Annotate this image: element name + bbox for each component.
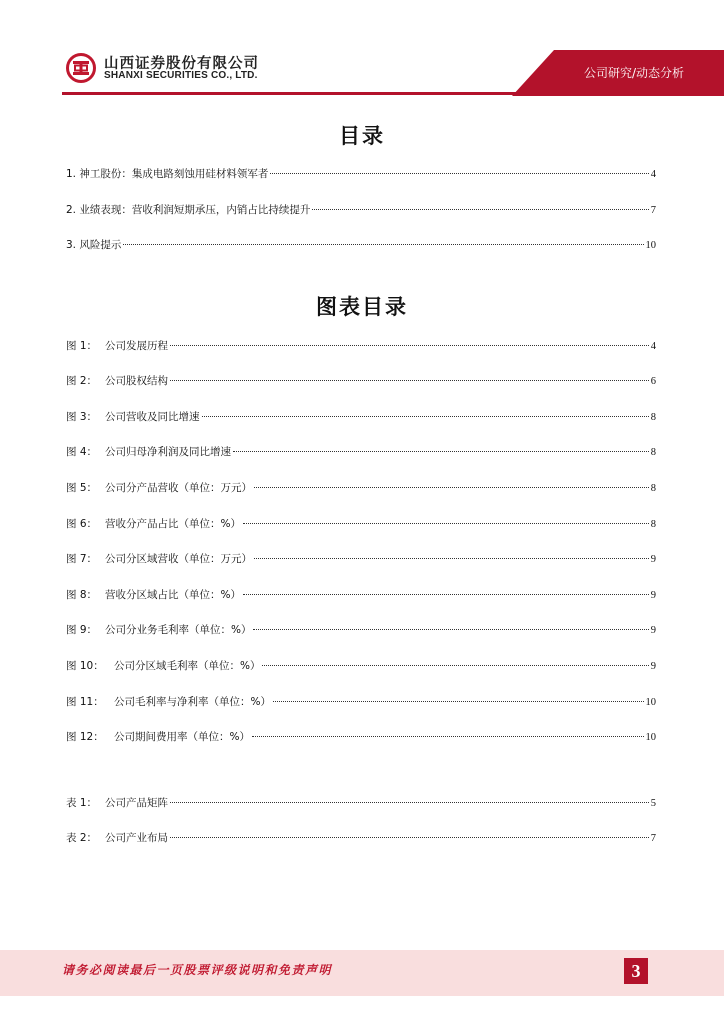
figure-label: 公司股权结构 xyxy=(105,375,168,387)
toc-item[interactable] xyxy=(66,166,656,182)
toc-item-label: 3. 风险提示 xyxy=(66,239,122,251)
dot-leader xyxy=(252,736,644,737)
figure-number: 图 6： xyxy=(66,518,98,530)
figure-label: 营收分区域占比（单位：%） xyxy=(105,589,241,601)
figure-number: 图 11： xyxy=(66,696,104,708)
figure-item[interactable] xyxy=(66,444,656,460)
figure-number: 图 9： xyxy=(66,624,98,636)
table-item[interactable] xyxy=(66,830,656,846)
figure-item[interactable] xyxy=(66,480,656,496)
dot-leader xyxy=(312,209,648,210)
figure-page: 8 xyxy=(650,412,656,423)
figure-page: 8 xyxy=(650,483,656,494)
figure-page: 9 xyxy=(650,590,656,601)
figure-item[interactable] xyxy=(66,551,656,567)
dot-leader xyxy=(123,244,643,245)
figure-page: 9 xyxy=(650,625,656,636)
toc-item-page: 10 xyxy=(645,240,656,251)
figure-number: 图 12： xyxy=(66,731,104,743)
figure-item[interactable] xyxy=(66,587,656,603)
figure-number: 图 4： xyxy=(66,446,98,458)
dot-leader xyxy=(170,345,649,346)
figure-number: 图 3： xyxy=(66,411,98,423)
toc-title: 目录 xyxy=(339,124,385,148)
figure-label: 公司期间费用率（单位：%） xyxy=(114,731,250,743)
figure-number: 图 10： xyxy=(66,660,104,672)
shanxi-securities-logo-icon xyxy=(66,53,96,83)
figure-item[interactable] xyxy=(66,729,656,745)
figure-label: 公司发展历程 xyxy=(105,340,168,352)
toc-item[interactable] xyxy=(66,202,656,218)
figure-item[interactable] xyxy=(66,622,656,638)
toc-item-label: 2. 业绩表现：营收利润短期承压，内销占比持续提升 xyxy=(66,204,311,216)
company-name-en: SHANXI SECURITIES CO., LTD. xyxy=(104,70,258,81)
figure-item[interactable] xyxy=(66,338,656,354)
table-number: 表 2： xyxy=(66,832,98,844)
table-label: 公司产业布局 xyxy=(105,832,168,844)
figure-label: 公司分业务毛利率（单位：%） xyxy=(105,624,252,636)
dot-leader xyxy=(262,665,648,666)
dot-leader xyxy=(254,558,649,559)
figure-number: 图 7： xyxy=(66,553,98,565)
figure-label: 公司营收及同比增速 xyxy=(105,411,200,423)
figure-page: 9 xyxy=(650,554,656,565)
figure-label: 公司分区域营收（单位：万元） xyxy=(105,553,252,565)
figure-page: 8 xyxy=(650,447,656,458)
figure-item[interactable] xyxy=(66,373,656,389)
table-page: 7 xyxy=(650,833,656,844)
toc-item-page: 4 xyxy=(650,169,656,180)
section-label: 公司研究/动态分析 xyxy=(583,66,684,80)
figure-label: 公司分区域毛利率（单位：%） xyxy=(114,660,261,672)
figure-item[interactable] xyxy=(66,409,656,425)
table-number: 表 1： xyxy=(66,797,98,809)
company-name-cn: 山西证券股份有限公司 xyxy=(104,56,259,72)
figure-label: 公司毛利率与净利率（单位：%） xyxy=(114,696,271,708)
figure-item[interactable] xyxy=(66,658,656,674)
figure-item[interactable] xyxy=(66,694,656,710)
figure-number: 图 5： xyxy=(66,482,98,494)
dot-leader xyxy=(253,629,648,630)
figure-number: 图 8： xyxy=(66,589,98,601)
figure-page: 8 xyxy=(650,519,656,530)
table-item[interactable] xyxy=(66,795,656,811)
toc-item-page: 7 xyxy=(650,205,656,216)
figures-toc-title: 图表目录 xyxy=(316,295,408,319)
dot-leader xyxy=(270,173,648,174)
toc-item[interactable] xyxy=(66,237,656,253)
table-page: 5 xyxy=(650,798,656,809)
dot-leader xyxy=(254,487,649,488)
dot-leader xyxy=(273,701,644,702)
table-label: 公司产品矩阵 xyxy=(105,797,168,809)
figure-page: 6 xyxy=(650,376,656,387)
figure-label: 公司归母净利润及同比增速 xyxy=(105,446,231,458)
figure-number: 图 1： xyxy=(66,340,98,352)
toc-item-label: 1. 神工股份：集成电路刻蚀用硅材料领军者 xyxy=(66,168,269,180)
dot-leader xyxy=(170,380,649,381)
figure-page: 10 xyxy=(645,697,656,708)
figure-page: 9 xyxy=(650,661,656,672)
page-header xyxy=(0,0,724,100)
dot-leader xyxy=(170,837,649,838)
figure-number: 图 2： xyxy=(66,375,98,387)
dot-leader xyxy=(170,802,649,803)
page-number: 3 xyxy=(624,958,648,984)
header-divider xyxy=(62,92,724,95)
figure-label: 营收分产品占比（单位：%） xyxy=(105,518,241,530)
figure-label: 公司分产品营收（单位：万元） xyxy=(105,482,252,494)
figure-page: 4 xyxy=(650,341,656,352)
dot-leader xyxy=(202,416,649,417)
figure-page: 10 xyxy=(645,732,656,743)
figure-item[interactable] xyxy=(66,516,656,532)
dot-leader xyxy=(243,594,649,595)
dot-leader xyxy=(233,451,649,452)
footer-disclaimer[interactable]: 请务必阅读最后一页股票评级说明和免责声明 xyxy=(62,963,333,977)
dot-leader xyxy=(243,523,649,524)
